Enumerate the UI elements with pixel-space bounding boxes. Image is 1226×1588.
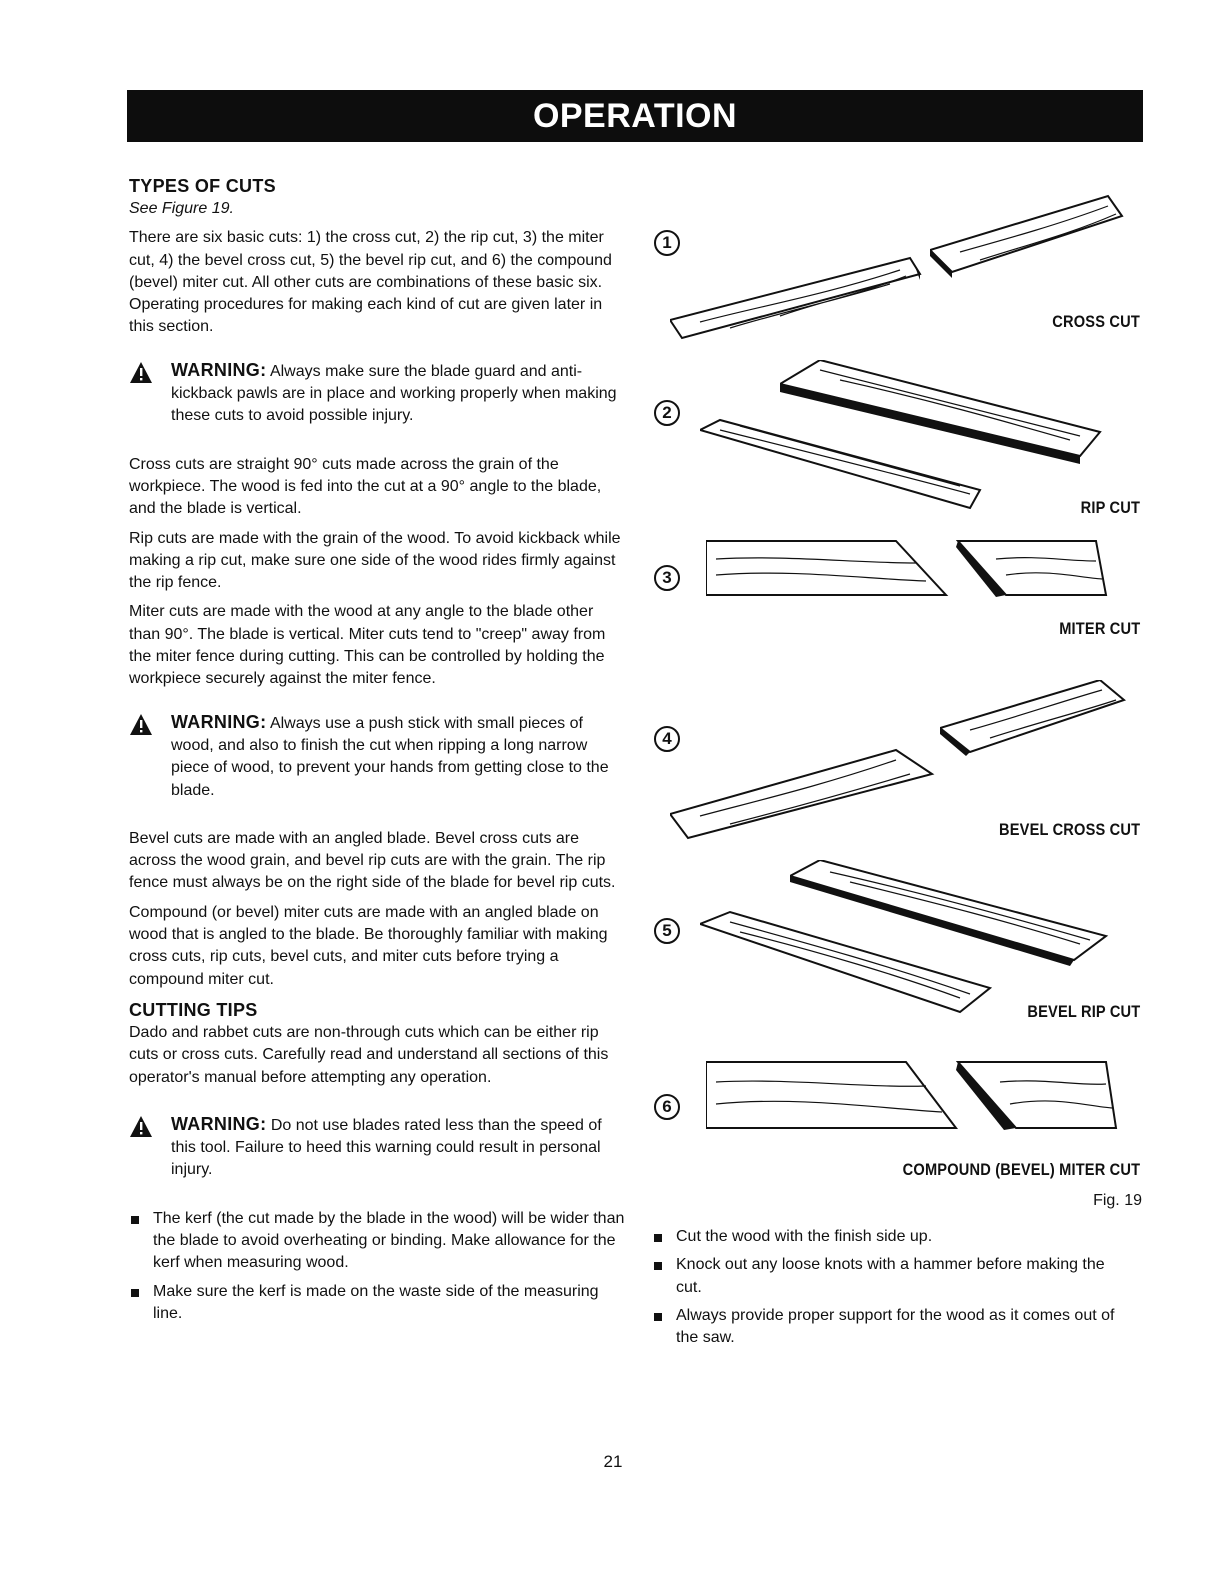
board-illustration [706,1060,966,1134]
cut-label: CROSS CUT [1052,312,1140,331]
list-item: Always provide proper support for the wood as it comes out of the saw. [652,1305,1122,1350]
section-header-bar [127,90,1143,142]
number-circle: 6 [654,1094,680,1120]
warning-triangle-icon [129,1115,163,1139]
cut-row-miter [640,535,1150,645]
cut-label: MITER CUT [1058,619,1140,638]
figure-caption: Fig. 19 [1093,1192,1142,1209]
tips-bullet-list [652,1226,1122,1349]
board-illustration [956,1060,1126,1134]
kerf-bullet-list [129,1208,625,1325]
board-illustration [930,190,1130,280]
list-item: Knock out any loose knots with a hammer before making the cut. [652,1254,1122,1299]
left-column [129,174,625,1331]
types-of-cuts-heading: TYPES OF CUTS [129,176,276,196]
board-illustration [670,740,940,840]
cut-label: BEVEL RIP CUT [1027,1002,1140,1021]
board-illustration [670,250,930,340]
board-illustration [956,539,1116,603]
figure-19 [640,170,1150,1220]
warning-block-1 [129,359,625,428]
cutting-tips-heading: CUTTING TIPS [129,999,258,1020]
warning-block-2 [129,711,625,802]
warning-triangle-icon [129,361,163,385]
number-circle: 1 [654,230,680,256]
warning-label: WARNING: [171,359,267,380]
intro-paragraph: There are six basic cuts: 1) the cross cut, 2) the rip cut, 3) the miter cut, 4) the bevel cross cut, 5) the bevel rip cut, and 6) the compound (bevel) miter cut. All other cuts are combinations of these basic six. Operating procedures for making each kind of cut are given later in this section. [129,229,612,336]
cut-label: RIP CUT [1080,498,1140,517]
number-circle: 3 [654,565,680,591]
number-circle: 4 [654,726,680,752]
cut-row-bevel-cross [640,670,1150,850]
section-title: OPERATION [532,96,738,135]
bullet-square-icon [131,1216,139,1224]
cut-label: COMPOUND (BEVEL) MITER CUT [902,1160,1140,1179]
cross-cut-paragraph: Cross cuts are straight 90° cuts made across the grain of the workpiece. The wood is fed into the cut at a 90° angle to the blade, and the blade is vertical. [129,455,602,518]
compound-cut-paragraph: Compound (or bevel) miter cuts are made with an angled blade on wood that is angled to the blade. Be thoroughly familiar with making cross cuts, rip cuts, bevel cuts, and miter cuts before trying a compound miter cut. [129,903,608,988]
bullet-square-icon [654,1234,662,1242]
board-illustration [780,360,1120,470]
warning-text: Always make sure the blade guard and anti-kickback pawls are in place and working properly when making these cuts to avoid possible injury. [171,362,617,425]
warning-block-3 [129,1113,625,1182]
number-circle: 5 [654,918,680,944]
cutting-tips-paragraph: Dado and rabbet cuts are non-through cuts which can be either rip cuts or cross cuts. Carefully read and understand all sections of this operator's manual before attempting any operation. [129,1023,609,1086]
cut-row-bevel-rip [640,860,1150,1040]
board-illustration [940,680,1130,760]
list-item: Cut the wood with the finish side up. [652,1226,1122,1248]
warning-label: WARNING: [171,1113,267,1134]
see-figure-note: See Figure 19. [129,200,234,217]
bullet-square-icon [654,1313,662,1321]
cut-row-compound-miter [640,1050,1150,1180]
rip-cut-paragraph: Rip cuts are made with the grain of the wood. To avoid kickback while making a rip cut, make sure one side of the wood rides firmly against the rip fence. [129,529,621,592]
list-item: Make sure the kerf is made on the waste side of the measuring line. [129,1281,625,1326]
warning-triangle-icon [129,713,163,737]
warning-text: Always use a push stick with small pieces of wood, and also to finish the cut when ripping a long narrow piece of wood, to prevent your hands from getting close to the blade. [171,714,609,799]
cut-label: BEVEL CROSS CUT [998,820,1140,839]
bevel-cut-paragraph: Bevel cuts are made with an angled blade. Bevel cross cuts are across the wood grain, and bevel rip cuts are with the grain. The rip fence must always be on the right side of the blade for bevel rip cuts. [129,829,616,892]
list-item: The kerf (the cut made by the blade in the wood) will be wider than the blade to avoid overheating or binding. Make allowance for the kerf when measuring wood. [129,1208,625,1275]
right-bullet-list-container [652,1226,1122,1355]
warning-label: WARNING: [171,711,267,732]
number-circle: 2 [654,400,680,426]
board-illustration [790,860,1120,970]
miter-cut-paragraph: Miter cuts are made with the wood at any angle to the blade other than 90°. The blade is vertical. Miter cuts tend to "creep" away from the miter fence during cutting. This can be controlled by holding the workpiece securely against the miter fence. [129,603,606,688]
cut-row-rip [640,360,1150,525]
bullet-square-icon [131,1289,139,1297]
bullet-square-icon [654,1262,662,1270]
warning-text: Do not use blades rated less than the speed of this tool. Failure to heed this warning could result in personal injury. [171,1116,602,1179]
page-number: 21 [603,1452,623,1471]
board-illustration [706,539,956,603]
cut-row-cross [640,190,1150,350]
